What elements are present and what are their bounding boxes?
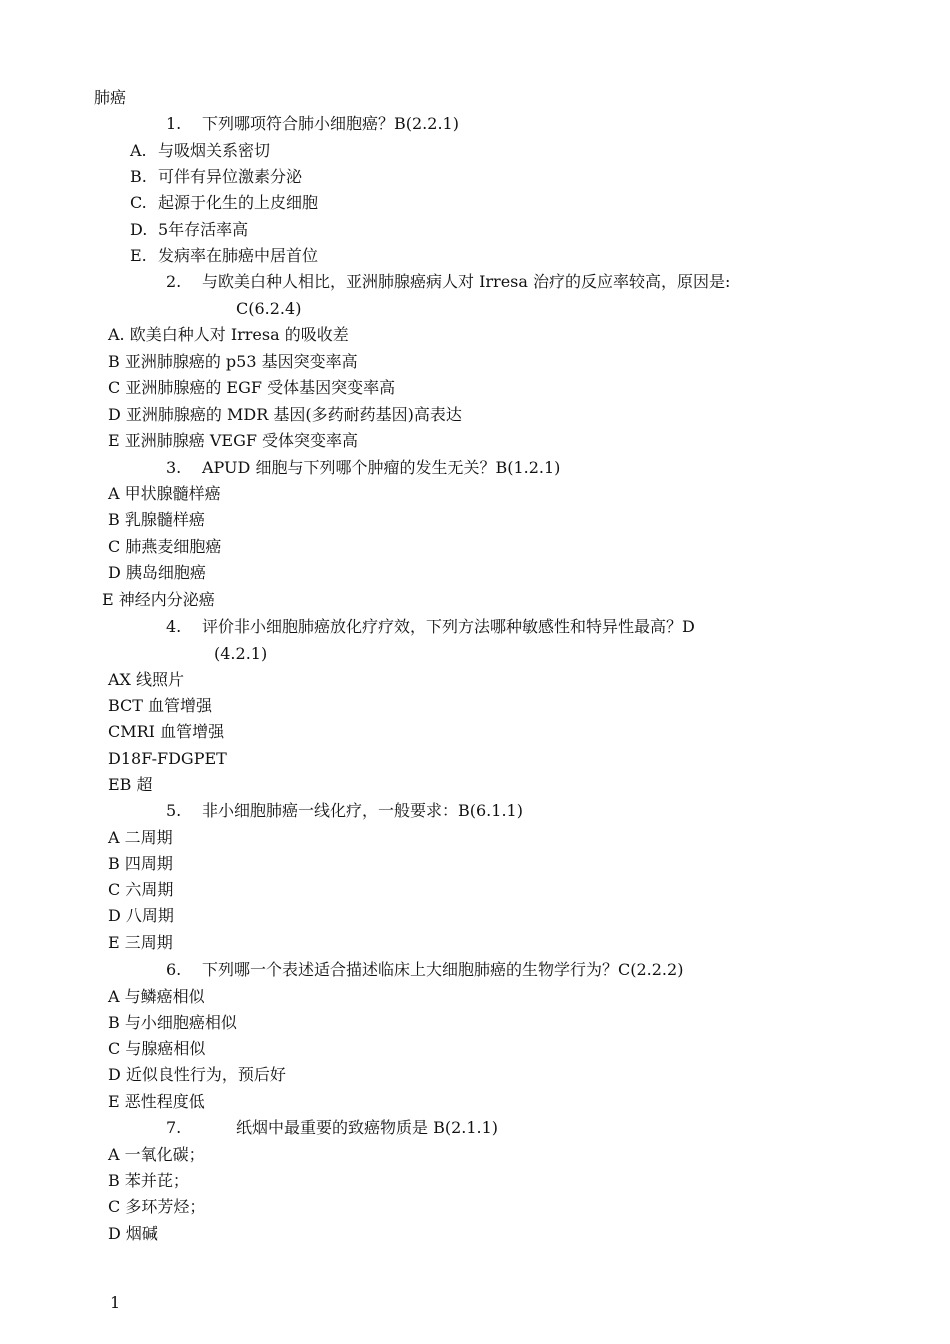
option: A 二周期 bbox=[108, 828, 173, 847]
question-answer-ref: (4.2.1) bbox=[214, 644, 268, 663]
question-number: 1. bbox=[166, 114, 182, 133]
option: A. 与吸烟关系密切 bbox=[130, 141, 271, 160]
page-title: 肺癌 bbox=[94, 88, 127, 107]
option: B 苯并芘； bbox=[108, 1171, 189, 1190]
question-6 bbox=[166, 960, 683, 980]
question-5 bbox=[166, 801, 523, 821]
option: BCT 血管增强 bbox=[108, 696, 213, 715]
option: D 八周期 bbox=[108, 906, 174, 925]
question-answer-ref: C(6.2.4) bbox=[236, 299, 302, 318]
question-3 bbox=[166, 458, 560, 478]
question-text: 与欧美白种人相比，亚洲肺腺癌病人对 Irresa 治疗的反应率较高，原因是: bbox=[202, 272, 731, 291]
option: D 胰岛细胞癌 bbox=[108, 563, 206, 582]
question-text: 评价非小细胞肺癌放化疗疗效，下列方法哪种敏感性和特异性最高？D bbox=[202, 617, 695, 636]
option: C. 起源于化生的上皮细胞 bbox=[130, 193, 319, 212]
option: C 与腺癌相似 bbox=[108, 1039, 206, 1058]
question-number: 4. bbox=[166, 617, 182, 636]
option: B 与小细胞癌相似 bbox=[108, 1013, 237, 1032]
option: E 恶性程度低 bbox=[108, 1092, 205, 1111]
question-7 bbox=[166, 1118, 498, 1138]
question-2 bbox=[166, 272, 730, 292]
question-text: 非小细胞肺癌一线化疗，一般要求：B(6.1.1) bbox=[202, 801, 523, 820]
option: C 多环芳烃； bbox=[108, 1197, 206, 1216]
question-number: 3. bbox=[166, 458, 182, 477]
option: E 三周期 bbox=[108, 933, 173, 952]
question-number: 2. bbox=[166, 272, 182, 291]
question-number: 5. bbox=[166, 801, 182, 820]
question-4 bbox=[166, 617, 695, 637]
option: D 近似良性行为，预后好 bbox=[108, 1065, 286, 1084]
question-number: 6. bbox=[166, 960, 182, 979]
option: D. 5年存活率高 bbox=[130, 220, 249, 239]
question-number: 7. bbox=[166, 1118, 182, 1137]
option: E. 发病率在肺癌中居首位 bbox=[130, 246, 319, 265]
question-1 bbox=[166, 114, 459, 134]
option: C 肺燕麦细胞癌 bbox=[108, 537, 222, 556]
option: D 亚洲肺腺癌的 MDR 基因(多药耐药基因)高表达 bbox=[108, 405, 462, 424]
question-text: 下列哪项符合肺小细胞癌？B(2.2.1) bbox=[202, 114, 459, 133]
option: E 神经内分泌癌 bbox=[102, 590, 215, 609]
option: B. 可伴有异位激素分泌 bbox=[130, 167, 303, 186]
option: A 一氧化碳； bbox=[108, 1145, 205, 1164]
option: C 六周期 bbox=[108, 880, 174, 899]
option: B 四周期 bbox=[108, 854, 173, 873]
option: B 乳腺髓样癌 bbox=[108, 510, 205, 529]
option: EB 超 bbox=[108, 775, 153, 794]
option: A 甲状腺髓样癌 bbox=[108, 484, 221, 503]
option: C 亚洲肺腺癌的 EGF 受体基因突变率高 bbox=[108, 378, 396, 397]
option: CMRI 血管增强 bbox=[108, 722, 225, 741]
option: A. 欧美白种人对 Irresa 的吸收差 bbox=[108, 325, 349, 344]
option: D 烟碱 bbox=[108, 1224, 158, 1243]
option: AX 线照片 bbox=[108, 670, 185, 689]
question-text: 下列哪一个表述适合描述临床上大细胞肺癌的生物学行为？C(2.2.2) bbox=[202, 960, 684, 979]
option: B 亚洲肺腺癌的 p53 基因突变率高 bbox=[108, 352, 358, 371]
page-number: 1 bbox=[110, 1293, 121, 1312]
option: E 亚洲肺腺癌 VEGF 受体突变率高 bbox=[108, 431, 359, 450]
question-text: APUD 细胞与下列哪个肿瘤的发生无关？B(1.2.1) bbox=[202, 458, 561, 477]
option: D18F-FDGPET bbox=[108, 749, 227, 768]
option: A 与鳞癌相似 bbox=[108, 987, 205, 1006]
question-text: 纸烟中最重要的致癌物质是 B(2.1.1) bbox=[236, 1118, 499, 1137]
